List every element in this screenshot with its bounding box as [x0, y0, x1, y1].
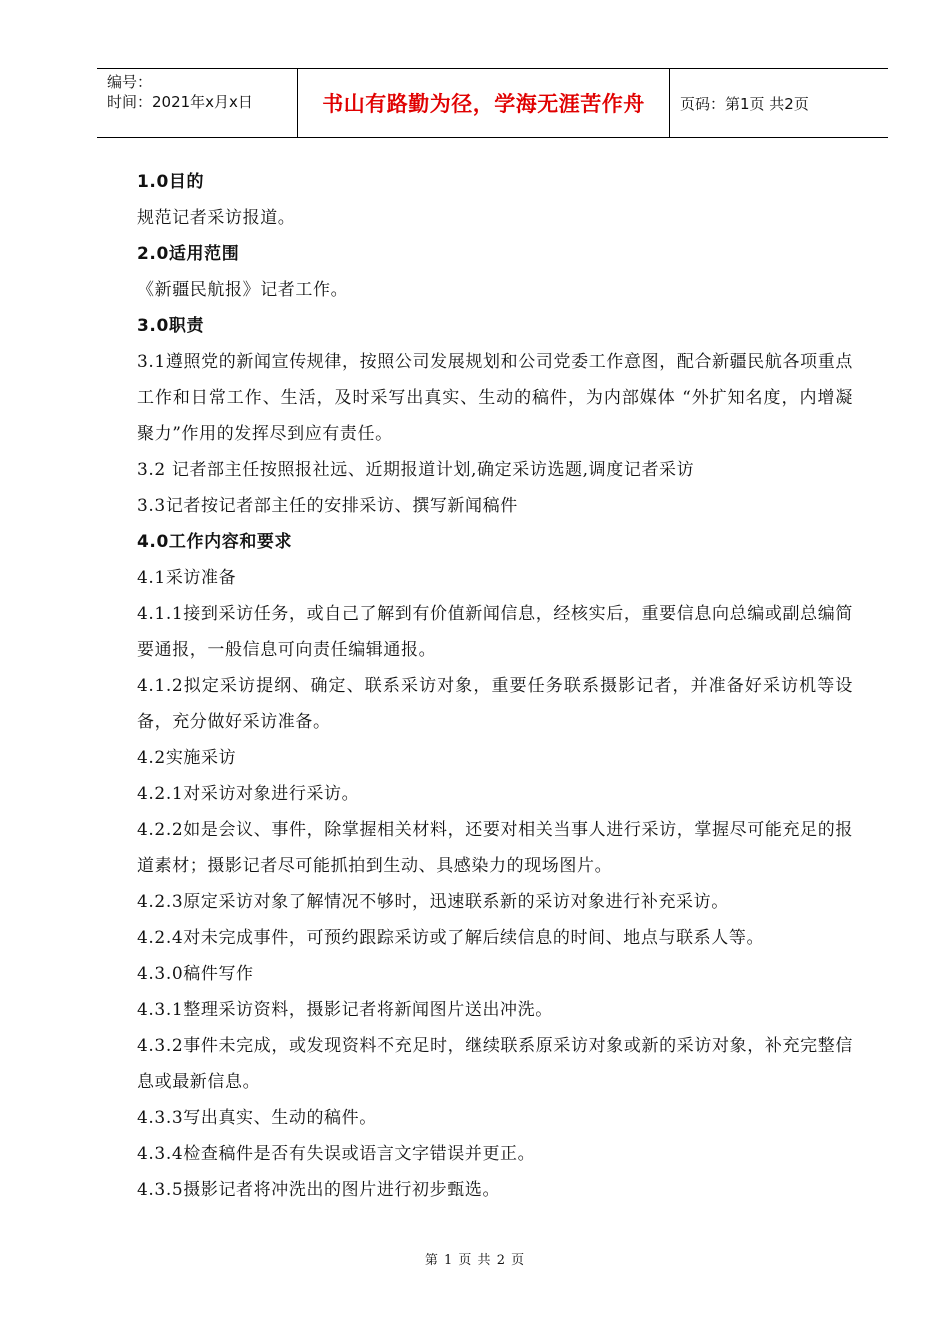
section-heading: 2.0适用范围	[137, 244, 240, 264]
document-body	[137, 164, 853, 1208]
paragraph: 3.3记者按记者部主任的安排采访、撰写新闻稿件	[137, 496, 518, 516]
page-footer: 第 1 页 共 2 页	[424, 1253, 526, 1268]
paragraph: 4.1.1接到采访任务，或自己了解到有价值新闻信息，经核实后，重要信息向总编或副总编简要通报，一般信息可向责任编辑通报。	[137, 604, 853, 660]
subsection-title: 4.1采访准备	[137, 568, 237, 588]
section-heading: 1.0目的	[137, 172, 205, 192]
paragraph: 4.3.2事件未完成，或发现资料不充足时，继续联系原采访对象或新的采访对象，补充完整信息或最新信息。	[137, 1036, 853, 1092]
paragraph: 4.3.3写出真实、生动的稿件。	[137, 1108, 377, 1128]
paragraph: 4.2.4对未完成事件，可预约跟踪采访或了解后续信息的时间、地点与联系人等。	[137, 928, 765, 948]
paragraph: 4.2.3原定采访对象了解情况不够时，迅速联系新的采访对象进行补充采访。	[137, 892, 729, 912]
paragraph: 4.2.1对采访对象进行采访。	[137, 784, 360, 804]
paragraph: 4.3.4检查稿件是否有失误或语言文字错误并更正。	[137, 1144, 536, 1164]
document-time-label: 时间：2021年x月x日	[107, 93, 253, 111]
paragraph: 4.1.2拟定采访提纲、确定、联系采访对象，重要任务联系摄影记者，并准备好采访机等设备，充分做好采访准备。	[137, 676, 853, 732]
page-header	[97, 68, 888, 138]
header-motto: 书山有路勤为径，学海无涯苦作舟	[298, 69, 670, 137]
header-page-info: 页码：第1页 共2页	[680, 94, 809, 113]
paragraph: 3.2 记者部主任按照报社远、近期报道计划,确定采访选题,调度记者采访	[137, 460, 695, 480]
paragraph: 4.3.5摄影记者将冲洗出的图片进行初步甄选。	[137, 1180, 501, 1200]
section-heading: 3.0职责	[137, 316, 205, 336]
subsection-title: 4.3.0稿件写作	[137, 964, 254, 984]
paragraph: 4.3.1整理采访资料，摄影记者将新闻图片送出冲洗。	[137, 1000, 553, 1020]
section-heading: 4.0工作内容和要求	[137, 532, 293, 552]
header-meta	[97, 69, 298, 137]
paragraph: 规范记者采访报道。	[137, 208, 296, 228]
paragraph: 《新疆民航报》记者工作。	[137, 280, 349, 300]
document-number-label: 编号：	[107, 73, 153, 91]
subsection-title: 4.2实施采访	[137, 748, 237, 768]
paragraph: 4.2.2如是会议、事件，除掌握相关材料，还要对相关当事人进行采访，掌握尽可能充足的报道素材；摄影记者尽可能抓拍到生动、具感染力的现场图片。	[137, 820, 853, 876]
paragraph: 3.1遵照党的新闻宣传规律，按照公司发展规划和公司党委工作意图，配合新疆民航各项重点工作和日常工作、生活，及时采写出真实、生动的稿件，为内部媒体 “外扩知名度，内增凝聚力”作用的发挥尽到应有责任。	[137, 352, 853, 444]
